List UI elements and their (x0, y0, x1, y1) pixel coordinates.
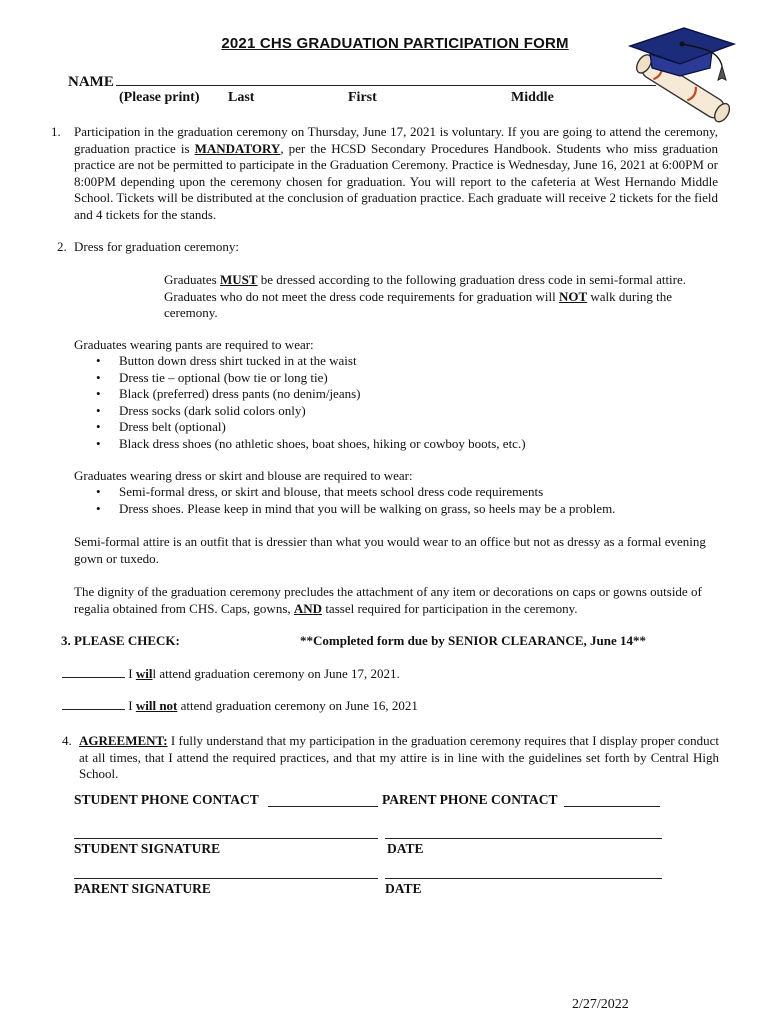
dignity-text-a: The dignity of the graduation ceremony precludes the attachment of any item or decorations on caps or gowns outside of regalia obtained from CHS. Caps, gowns, (74, 584, 702, 616)
semiformal-note: Semi-formal attire is an outfit that is dressier than what you would wear to an office but not as dressy as a formal evening gown or tuxedo. (74, 534, 706, 566)
section-1-text-b: , per the HCSD Secondary Procedures Handbook. Students who miss graduation practice are not be permitted to participate in the Graduation Ceremony. Practice is Wednesday, June 16, 2021 at 6:00PM or 8:00PM depending upon the ceremony chosen for graduation. You will report to the cafeteria at West Hernando Middle School. Tickets will be distributed at the conclusion of graduation practice. Each graduate will receive 2 tickets for the field and 4 tickets for the stands. (74, 140, 718, 222)
agreement-body: I fully understand that my participation in the graduation ceremony requires that I display proper conduct at all times, that I attend the required practices, and that my attire is in line with the guidelines set forth by Central High School. (79, 733, 719, 781)
middle-label: Middle (511, 90, 554, 105)
section-1-number: 1. (51, 124, 61, 139)
dress-list (74, 484, 714, 517)
section-4-number: 4. (62, 733, 72, 748)
section-3-number: 3. (61, 633, 71, 648)
agreement-heading: AGREEMENT: (79, 733, 168, 748)
will-not-emphasis: will not (135, 698, 178, 713)
student-phone-label: STUDENT PHONE CONTACT (74, 792, 259, 807)
must-emphasis: MUST (219, 272, 258, 287)
and-emphasis: AND (293, 600, 323, 616)
parent-phone-input-line[interactable] (564, 806, 660, 807)
mandatory-emphasis: MANDATORY (194, 140, 281, 156)
attend-checkbox-line[interactable] (62, 666, 125, 678)
page-title: 2021 CHS GRADUATION PARTICIPATION FORM (221, 35, 569, 52)
parent-signature-label: PARENT SIGNATURE (74, 881, 211, 896)
dress-heading: Graduates wearing dress or skirt and blouse are required to wear: (74, 468, 413, 483)
not-attend-option-row (62, 698, 418, 714)
please-print-label: (Please print) (119, 90, 200, 105)
date-label-1: DATE (387, 841, 424, 856)
intro-text-a: Graduates (164, 272, 220, 287)
dignity-note (74, 584, 706, 617)
section-1-text-a: Participation in the graduation ceremony on Thursday, June 17, 2021 is voluntary. If you are going to attend the ceremony, graduation practice is (74, 124, 718, 156)
first-label: First (348, 90, 377, 105)
list-item: • Dress belt (optional) (74, 419, 714, 436)
student-signature-label: STUDENT SIGNATURE (74, 841, 221, 856)
option-2-pre: I (128, 698, 136, 713)
list-item: • Dress shoes. Please keep in mind that you will be walking on grass, so heels may be a problem. (74, 501, 714, 518)
date-label-2: DATE (385, 881, 422, 896)
not-emphasis: NOT (558, 288, 588, 304)
agreement-text (79, 733, 719, 783)
please-check-heading: PLEASE CHECK: (74, 633, 180, 648)
student-signature-line[interactable] (74, 838, 378, 839)
student-phone-input-line[interactable] (268, 806, 378, 807)
section-2-number: 2. (57, 239, 67, 254)
option-1-pre: I (128, 666, 136, 681)
section-1-text (74, 124, 718, 223)
not-attend-checkbox-line[interactable] (62, 698, 125, 710)
intro-text-c: walk during the ceremony. (164, 288, 672, 320)
option-1-text: l attend graduation ceremony on June 17, 2021. (152, 666, 400, 681)
pants-heading: Graduates wearing pants are required to wear: (74, 337, 314, 352)
date-line-1[interactable] (385, 838, 662, 839)
footer-date: 2/27/2022 (572, 997, 629, 1012)
list-item: • Semi-formal dress, or skirt and blouse, that meets school dress code requirements (74, 484, 714, 501)
name-field-row (68, 73, 656, 91)
option-2-text: attend graduation ceremony on June 16, 2021 (177, 698, 418, 713)
name-label: NAME (68, 74, 114, 90)
name-input-line[interactable] (116, 73, 656, 86)
due-date-note: **Completed form due by SENIOR CLEARANCE, June 14** (300, 633, 646, 648)
date-line-2[interactable] (385, 878, 662, 879)
list-item: • Black dress shoes (no athletic shoes, boat shoes, hiking or cowboy boots, etc.) (74, 436, 714, 453)
last-label: Last (228, 90, 255, 105)
dress-code-intro (164, 272, 692, 322)
list-item: • Dress tie – optional (bow tie or long tie) (74, 370, 714, 387)
parent-signature-line[interactable] (74, 878, 378, 879)
pants-list (74, 353, 714, 452)
will-emphasis: wil (135, 666, 153, 681)
intro-text-b: be dressed according to the following graduation dress code in semi-formal attire. Graduates who do not meet the dress code requirements for graduation will (164, 272, 687, 304)
parent-phone-label: PARENT PHONE CONTACT (382, 792, 558, 807)
attend-option-row (62, 666, 400, 682)
dignity-text-b: tassel required for participation in the ceremony. (322, 600, 578, 616)
list-item: • Button down dress shirt tucked in at the waist (74, 353, 714, 370)
section-2-heading: Dress for graduation ceremony: (74, 239, 239, 254)
list-item: • Black (preferred) dress pants (no denim/jeans) (74, 386, 714, 403)
list-item: • Dress socks (dark solid colors only) (74, 403, 714, 420)
